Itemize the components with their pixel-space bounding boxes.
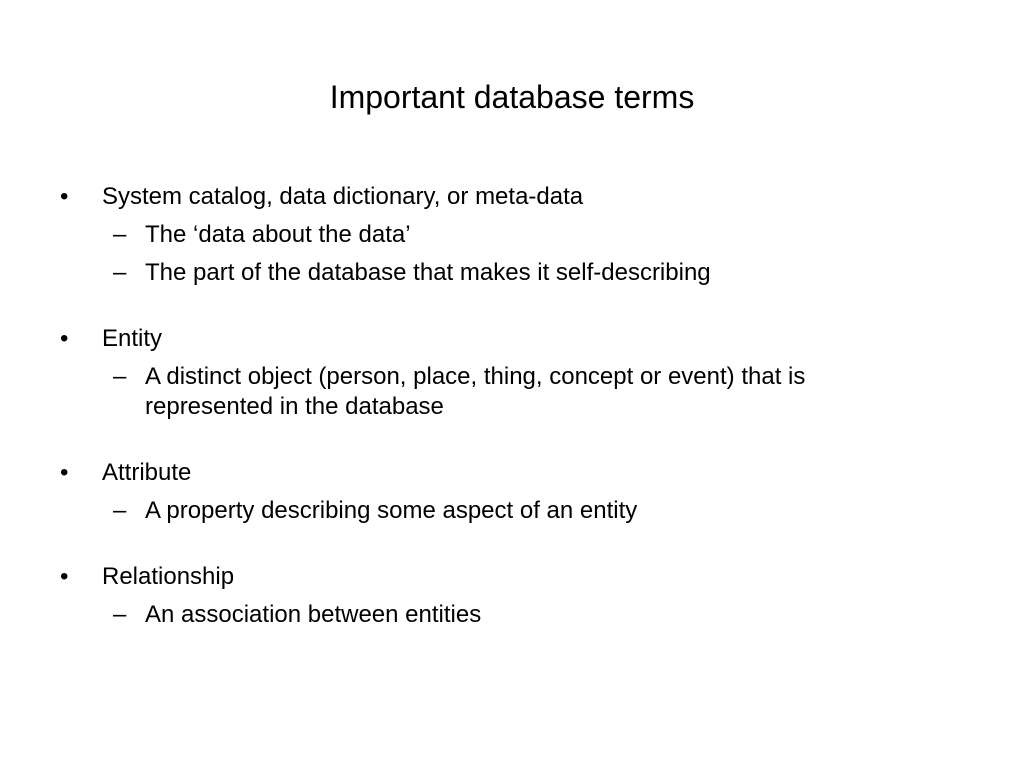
dash-icon: – (113, 497, 127, 524)
term-row (58, 182, 958, 212)
dash-icon: – (113, 363, 127, 390)
term-detail (113, 600, 958, 630)
term-detail-text: An association between entities (145, 601, 482, 628)
slide-title: Important database terms (329, 79, 695, 115)
term-detail (113, 258, 958, 288)
term-detail-text: The part of the database that makes it self-describing (145, 259, 711, 286)
term-row (58, 458, 958, 488)
dash-icon: – (113, 259, 127, 286)
bullet-icon: • (60, 183, 69, 210)
bullet-icon: • (60, 563, 69, 590)
term-detail-text: A property describing some aspect of an entity (145, 497, 638, 524)
term-detail-text: A distinct object (person, place, thing, concept or event) that is represented in the database (145, 363, 806, 420)
term-label: System catalog, data dictionary, or meta-data (102, 183, 584, 210)
term-label: Attribute (102, 459, 192, 486)
term-detail (113, 220, 958, 250)
term-detail (113, 362, 958, 422)
term-label: Entity (102, 325, 163, 352)
term-item (58, 562, 958, 630)
term-detail (113, 496, 958, 526)
bullet-icon: • (60, 325, 69, 352)
term-list (58, 182, 958, 666)
term-item (58, 458, 958, 526)
term-row (58, 324, 958, 354)
dash-icon: – (113, 221, 127, 248)
bullet-icon: • (60, 459, 69, 486)
term-row (58, 562, 958, 592)
term-item (58, 324, 958, 422)
term-item (58, 182, 958, 288)
dash-icon: – (113, 601, 127, 628)
term-label: Relationship (102, 563, 235, 590)
term-detail-text: The ‘data about the data’ (145, 221, 411, 248)
